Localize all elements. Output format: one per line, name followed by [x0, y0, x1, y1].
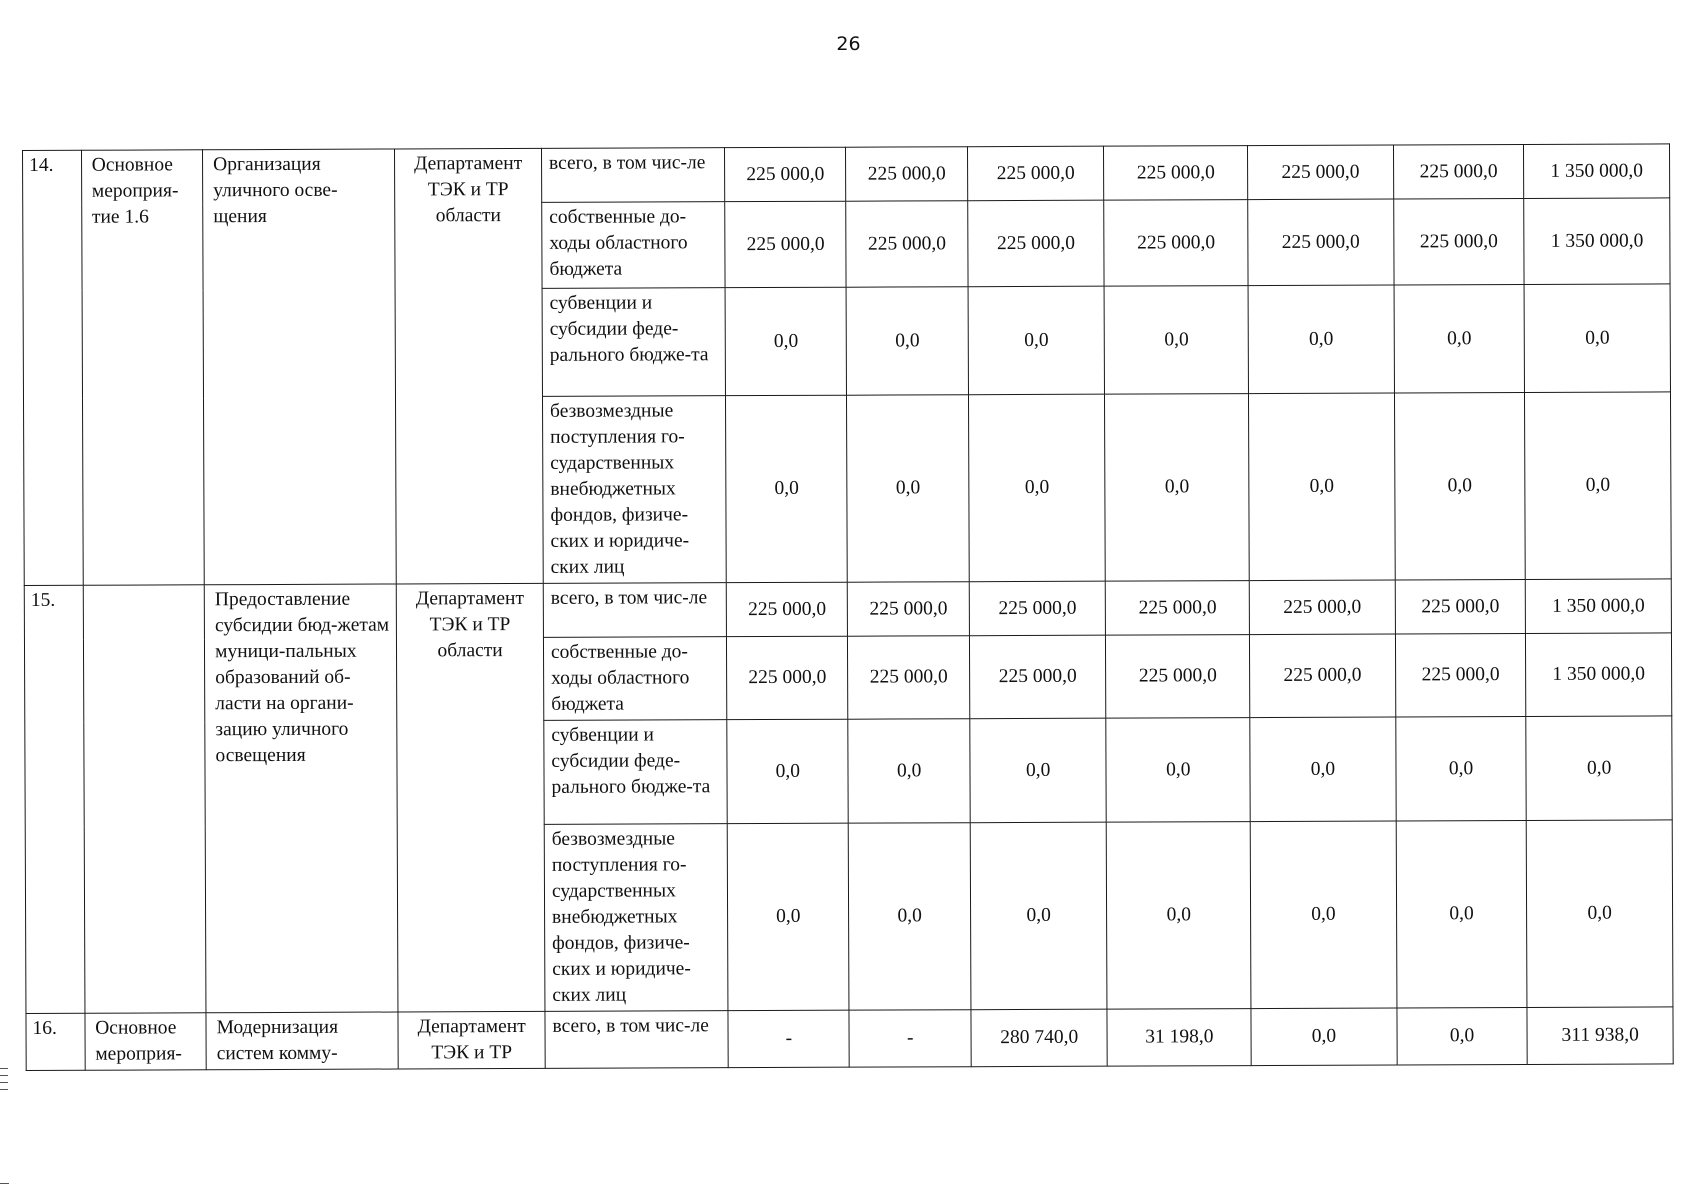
value-cell: 225 000,0	[1106, 635, 1250, 719]
event-type: Основное мероприя-тие 1.6	[81, 150, 204, 585]
value-cell: 0,0	[849, 823, 971, 1010]
total-cell: 0,0	[1526, 820, 1673, 1008]
value-cell: 0,0	[1394, 392, 1525, 580]
source-label: субвенции и субсидии феде-рального бюдже-та	[542, 288, 726, 397]
value-cell: 225 000,0	[1104, 146, 1248, 201]
total-cell: 0,0	[1524, 284, 1670, 393]
value-cell: 0,0	[847, 395, 969, 582]
value-cell: 0,0	[1105, 394, 1249, 582]
value-cell: 225 000,0	[1393, 144, 1524, 199]
source-label: безвозмездные поступления го-сударственных внебюджетных фондов, физиче-ских и юридиче-ских лиц	[544, 824, 728, 1012]
row-number: 14.	[23, 150, 83, 585]
value-cell: 225 000,0	[725, 147, 847, 201]
value-cell: 0,0	[1250, 717, 1396, 822]
total-cell: 1 350 000,0	[1524, 198, 1670, 285]
department: Департамент ТЭК и ТР области	[395, 148, 543, 584]
value-cell: 225 000,0	[1248, 199, 1394, 286]
source-label: собственные до-ходы областного бюджета	[542, 202, 725, 289]
value-cell: 225 000,0	[846, 201, 968, 287]
value-cell: 0,0	[1107, 822, 1251, 1010]
value-cell: 31 198,0	[1107, 1009, 1251, 1067]
table-row	[24, 579, 1671, 640]
value-cell: 225 000,0	[967, 146, 1104, 201]
value-cell: 225 000,0	[1248, 145, 1394, 200]
funding-table	[22, 143, 1674, 1071]
row-number: 16.	[26, 1013, 85, 1070]
value-cell: 225 000,0	[969, 635, 1106, 719]
value-cell: 0,0	[1394, 284, 1525, 393]
value-cell: 280 740,0	[971, 1009, 1108, 1067]
department: Департамент ТЭК и ТР области	[397, 583, 545, 1012]
value-cell: 0,0	[1249, 393, 1395, 581]
value-cell: 0,0	[1251, 1008, 1397, 1066]
value-cell: 0,0	[848, 719, 970, 823]
value-cell: 0,0	[968, 286, 1105, 395]
table-row	[23, 144, 1670, 205]
value-cell: 225 000,0	[1395, 579, 1526, 634]
value-cell: 225 000,0	[1250, 634, 1396, 718]
value-cell: 0,0	[847, 287, 969, 395]
value-cell: 225 000,0	[726, 582, 848, 636]
value-cell: 0,0	[727, 823, 849, 1010]
table-row	[26, 1007, 1673, 1071]
source-label: безвозмездные поступления го-сударственных внебюджетных фондов, физиче-ских и юридиче-ских лиц	[542, 396, 726, 584]
value-cell: 225 000,0	[848, 636, 970, 719]
value-cell: 0,0	[1396, 820, 1527, 1008]
source-label: всего, в том чис-ле	[541, 148, 724, 203]
value-cell: 0,0	[970, 822, 1107, 1010]
value-cell: 0,0	[1106, 718, 1250, 823]
source-label: субвенции и субсидии феде-рального бюдже-та	[544, 720, 728, 825]
event-name: Модернизация систем комму-	[206, 1012, 398, 1070]
value-cell: 0,0	[1104, 286, 1248, 395]
row-number: 15.	[24, 585, 84, 1013]
total-cell: 0,0	[1526, 716, 1672, 821]
value-cell: 0,0	[727, 719, 849, 823]
source-label: собственные до-ходы областного бюджета	[543, 637, 726, 721]
value-cell: 225 000,0	[1106, 581, 1250, 636]
source-label: всего, в том чис-ле	[543, 583, 726, 638]
total-cell: 1 350 000,0	[1525, 579, 1671, 634]
value-cell: -	[728, 1010, 850, 1067]
total-cell: 311 938,0	[1527, 1007, 1673, 1065]
event-name: Предоставление субсидии бюд-жетам муници-пальных образований об-ласти на органи-зацию уличного освещения	[204, 584, 398, 1013]
page-number: 26	[836, 33, 861, 55]
value-cell: 225 000,0	[725, 201, 847, 287]
department: Департамент ТЭК и ТР	[398, 1011, 545, 1069]
total-cell: 0,0	[1525, 392, 1672, 580]
event-type	[83, 585, 206, 1013]
total-cell: 1 350 000,0	[1526, 633, 1672, 717]
value-cell: 0,0	[726, 395, 848, 582]
value-cell: 225 000,0	[1104, 200, 1248, 287]
event-type: Основное мероприя-	[85, 1013, 207, 1070]
value-cell: 225 000,0	[1249, 580, 1395, 635]
margin-scan-marks	[0, 1068, 8, 1096]
margin-scan-dash	[0, 1183, 9, 1184]
value-cell: 0,0	[1250, 821, 1396, 1009]
value-cell: 0,0	[1248, 285, 1394, 394]
event-name: Организация уличного осве-щения	[203, 149, 397, 585]
value-cell: 225 000,0	[1393, 198, 1524, 285]
value-cell: 225 000,0	[848, 582, 970, 636]
value-cell: 225 000,0	[846, 147, 968, 201]
value-cell: 0,0	[1396, 716, 1527, 821]
value-cell: 0,0	[725, 287, 847, 395]
source-label: всего, в том чис-ле	[545, 1011, 728, 1069]
value-cell: 225 000,0	[1395, 633, 1526, 717]
total-cell: 1 350 000,0	[1524, 144, 1670, 199]
value-cell: 225 000,0	[969, 581, 1106, 636]
value-cell: 225 000,0	[968, 200, 1105, 287]
value-cell: 0,0	[1397, 1007, 1528, 1065]
value-cell: 225 000,0	[727, 636, 849, 719]
value-cell: -	[849, 1010, 971, 1067]
value-cell: 0,0	[968, 394, 1105, 582]
value-cell: 0,0	[970, 718, 1107, 823]
